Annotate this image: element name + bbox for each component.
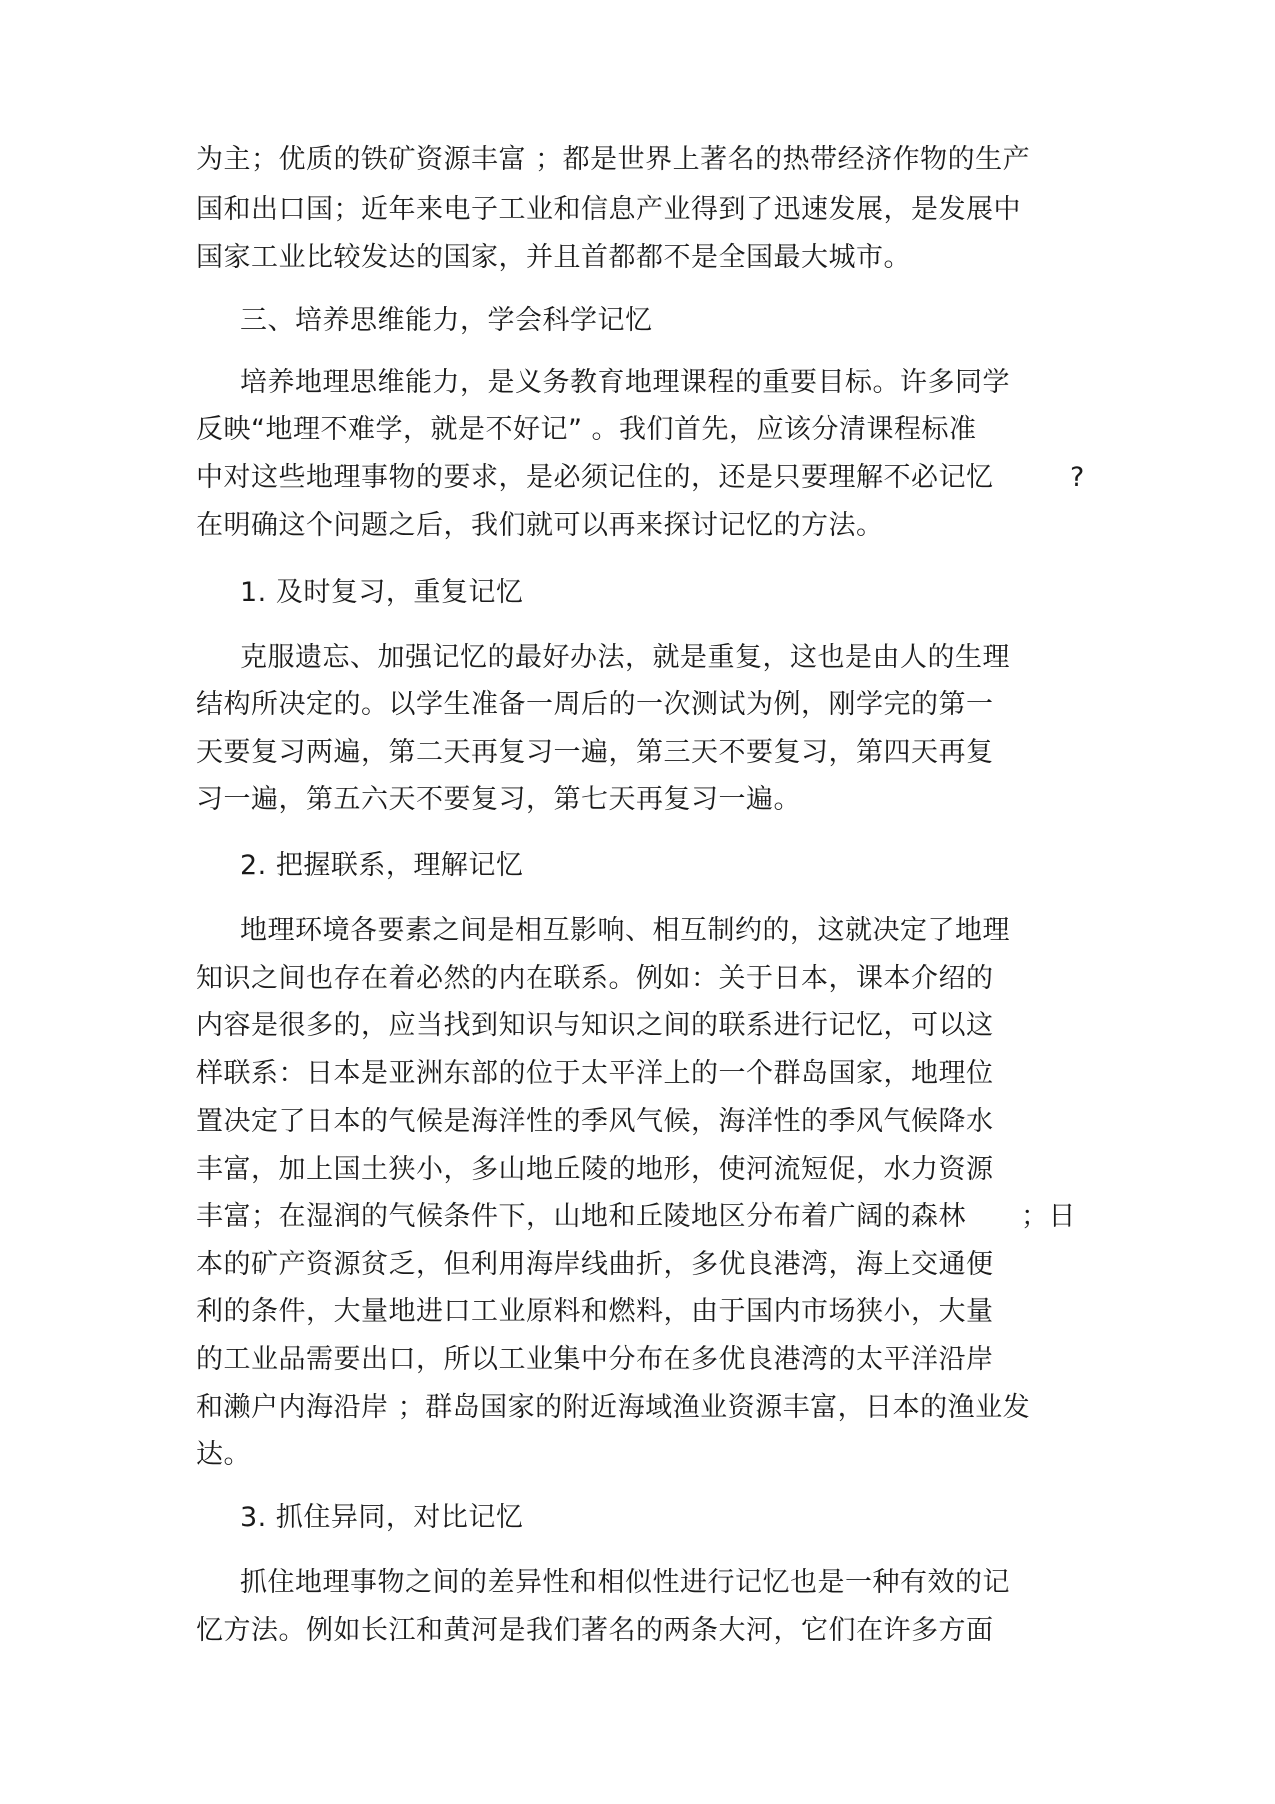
text-line: 置决定了日本的气候是海洋性的季风气候，海洋性的季风气候降水 — [196, 1106, 994, 1137]
text-line: 丰富；在湿润的气候条件下，山地和丘陵地区分布着广阔的森林 ；日 — [196, 1201, 1076, 1232]
text-line: 结构所决定的。以学生准备一周后的一次测试为例，刚学完的第一 — [196, 689, 994, 720]
text-line: 忆方法。例如长江和黄河是我们著名的两条大河，它们在许多方面 — [196, 1615, 994, 1646]
text-line: 中对这些地理事物的要求，是必须记住的，还是只要理解不必记忆 — [196, 462, 994, 493]
question-mark: ? — [1070, 462, 1085, 493]
text-line: 国家工业比较发达的国家，并且首都都不是全国最大城市。 — [196, 242, 911, 273]
text-line: 达。 — [196, 1439, 251, 1470]
text-line: 和濑户内海沿岸 ；群岛国家的附近海域渔业资源丰富，日本的渔业发 — [196, 1392, 1031, 1423]
text-line: 丰富，加上国土狭小，多山地丘陵的地形，使河流短促，水力资源 — [196, 1154, 994, 1185]
text-line: 的工业品需要出口，所以工业集中分布在多优良港湾的太平洋沿岸 — [196, 1344, 994, 1375]
text-line: 天要复习两遍，第二天再复习一遍，第三天不要复习，第四天再复 — [196, 737, 994, 768]
text-line: 克服遗忘、加强记忆的最好办法，就是重复，这也是由人的生理 — [240, 642, 1010, 673]
text-line: 样联系：日本是亚洲东部的位于太平洋上的一个群岛国家，地理位 — [196, 1058, 994, 1089]
text-line: 反映“地理不难学，就是不好记” 。我们首先，应该分清课程标准 — [196, 414, 977, 445]
section-heading: 三、培养思维能力，学会科学记忆 — [240, 305, 653, 336]
text-line: 抓住地理事物之间的差异性和相似性进行记忆也是一种有效的记 — [240, 1567, 1010, 1598]
subsection-heading: 2. 把握联系，理解记忆 — [240, 850, 524, 881]
subsection-heading: 3. 抓住异同，对比记忆 — [240, 1502, 524, 1533]
text-line: 国和出口国；近年来电子工业和信息产业得到了迅速发展，是发展中 — [196, 194, 1021, 225]
text-line: 本的矿产资源贫乏，但利用海岸线曲折，多优良港湾，海上交通便 — [196, 1249, 994, 1280]
text-line: 利的条件，大量地进口工业原料和燃料，由于国内市场狭小，大量 — [196, 1296, 994, 1327]
text-line: 习一遍，第五六天不要复习，第七天再复习一遍。 — [196, 784, 801, 815]
text-line: 培养地理思维能力，是义务教育地理课程的重要目标。许多同学 — [240, 367, 1010, 398]
text-line: 为主；优质的铁矿资源丰富 ；都是世界上著名的热带经济作物的生产 — [196, 144, 1031, 175]
text-line: 在明确这个问题之后，我们就可以再来探讨记忆的方法。 — [196, 510, 884, 541]
text-line: 知识之间也存在着必然的内在联系。例如：关于日本，课本介绍的 — [196, 963, 994, 994]
text-line: 内容是很多的，应当找到知识与知识之间的联系进行记忆，可以这 — [196, 1010, 994, 1041]
text-line: 地理环境各要素之间是相互影响、相互制约的，这就决定了地理 — [240, 915, 1010, 946]
subsection-heading: 1. 及时复习，重复记忆 — [240, 577, 524, 608]
